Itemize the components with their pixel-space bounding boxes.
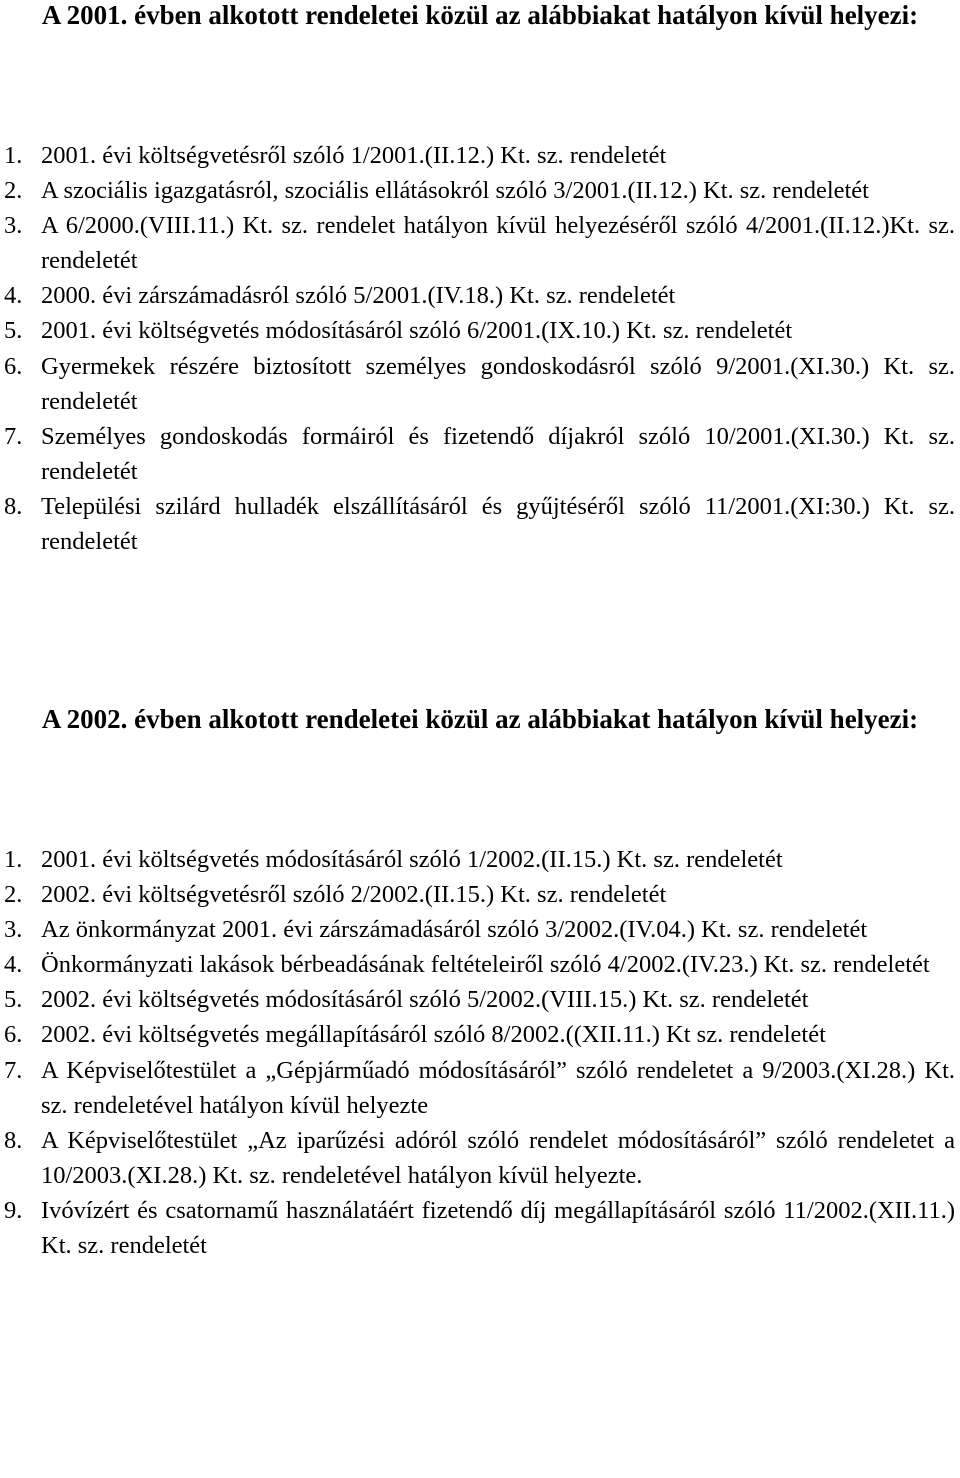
list-item [0, 1053, 960, 1123]
list-item [0, 208, 960, 278]
item-text: 2001. évi költségvetés módosításáról szóló 6/2001.(IX.10.) Kt. sz. rendeletét [41, 317, 793, 345]
item-text: 2002. évi költségvetés módosításáról szóló 5/2002.(VIII.15.) Kt. sz. rendeletét [41, 986, 809, 1014]
item-number: 8. [4, 492, 23, 520]
item-number: 9. [4, 1196, 23, 1224]
item-number: 3. [4, 916, 23, 944]
item-text: A Képviselőtestület „Az iparűzési adóról szóló rendelet módosításáról” szóló rendeletet a 10/2003.(XI.28.) Kt. sz. rendeletével hatályon kívül helyezte. [41, 1126, 955, 1189]
list-item [0, 349, 960, 419]
list-item [0, 313, 960, 348]
list-item [0, 842, 960, 877]
item-number: 5. [4, 317, 23, 345]
list-item [0, 419, 960, 489]
item-number: 2. [4, 177, 23, 205]
list-item [0, 489, 960, 559]
item-text: 2002. évi költségvetés megállapításáról szóló 8/2002.((XII.11.) Kt sz. rendeletét [41, 1021, 826, 1049]
item-number: 1. [4, 142, 23, 169]
item-number: 7. [4, 1056, 23, 1084]
item-text: 2001. évi költségvetésről szóló 1/2001.(II.12.) Kt. sz. rendeletét [41, 142, 667, 169]
item-number: 4. [4, 951, 23, 979]
item-text: Önkormányzati lakások bérbeadásának feltételeiről szóló 4/2002.(IV.23.) Kt. sz. rendeletét [41, 951, 930, 979]
list-item [0, 1123, 960, 1193]
item-number: 8. [4, 1126, 23, 1154]
section-1-list [0, 138, 960, 559]
item-number: 1. [4, 846, 23, 873]
item-text: Ivóvízért és csatornamű használatáért fizetendő díj megállapításáról szóló 11/2002.(XII.11.) Kt. sz. rendeletét [41, 1196, 955, 1260]
section-2-heading: A 2002. évben alkotott rendeletei közül az alábbiakat hatályon kívül helyezi: [41, 704, 919, 734]
list-item [0, 278, 960, 313]
item-number: 4. [4, 282, 23, 310]
item-text: 2000. évi zárszámadásról szóló 5/2001.(IV.18.) Kt. sz. rendeletét [41, 282, 676, 310]
item-number: 6. [4, 352, 23, 380]
list-item [0, 1017, 960, 1052]
item-text: Személyes gondoskodás formáiról és fizetendő díjakról szóló 10/2001.(XI.30.) Kt. sz. rendeletét [41, 422, 955, 485]
item-number: 2. [4, 881, 23, 909]
item-text: A szociális igazgatásról, szociális ellátásokról szóló 3/2001.(II.12.) Kt. sz. rendeletét [41, 177, 869, 205]
item-number: 3. [4, 212, 23, 240]
list-item [0, 877, 960, 912]
item-number: 7. [4, 422, 23, 450]
item-text: A 6/2000.(VIII.11.) Kt. sz. rendelet hatályon kívül helyezéséről szóló 4/2001.(II.12.)Kt. sz. rendeletét [41, 212, 955, 275]
item-text: A Képviselőtestület a „Gépjárműadó módosításáról” szóló rendeletet a 9/2003.(XI.28.) Kt. sz. rendeletével hatályon kívül helyezte [41, 1056, 955, 1119]
item-text: Az önkormányzat 2001. évi zárszámadásáról szóló 3/2002.(IV.04.) Kt. sz. rendeletét [41, 916, 868, 944]
item-text: Települési szilárd hulladék elszállításáról és gyűjtéséről szóló 11/2001.(XI:30.) Kt. sz. rendeletét [41, 492, 955, 556]
list-item [0, 173, 960, 208]
item-number: 5. [4, 986, 23, 1014]
item-text: 2001. évi költségvetés módosításáról szóló 1/2002.(II.15.) Kt. sz. rendeletét [41, 846, 783, 873]
list-item [0, 947, 960, 982]
list-item [0, 138, 960, 173]
section-2-list [0, 842, 960, 1263]
section-1-heading: A 2001. évben alkotott rendeletei közül az alábbiakat hatályon kívül helyezi: [41, 0, 919, 30]
item-number: 6. [4, 1021, 23, 1049]
item-text: Gyermekek részére biztosított személyes gondoskodásról szóló 9/2001.(XI.30.) Kt. sz. rendeletét [41, 352, 955, 415]
list-item [0, 1193, 960, 1263]
list-item [0, 982, 960, 1017]
list-item [0, 912, 960, 947]
item-text: 2002. évi költségvetésről szóló 2/2002.(II.15.) Kt. sz. rendeletét [41, 881, 667, 909]
